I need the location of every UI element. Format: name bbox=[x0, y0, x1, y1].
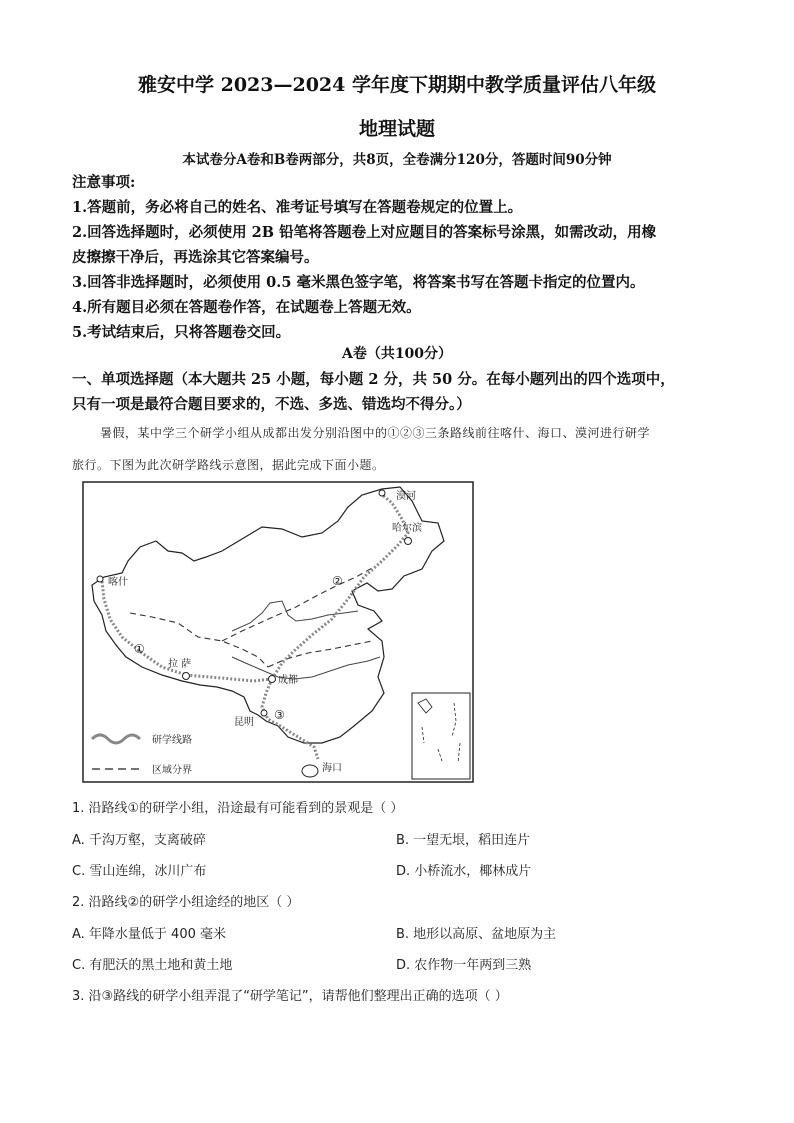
passage-line: 暑假，某中学三个研学小组从成都出发分别沿图中的①②③三条路线前往喀什、海口、漠河进行研学 bbox=[100, 426, 651, 440]
question-1-option-d[interactable]: D. 小桥流水，椰林成片 bbox=[396, 864, 532, 879]
label-chengdu: 成都 bbox=[278, 675, 298, 686]
label-harbin: 哈尔滨 bbox=[392, 523, 422, 534]
label-kunming: 昆明 bbox=[234, 717, 254, 728]
question-1-option-c[interactable]: C. 雪山连绵，冰川广布 bbox=[72, 864, 207, 879]
exam-info: 本试卷分A卷和B卷两部分，共8页，全卷满分120分，答题时间90分钟 bbox=[182, 152, 612, 168]
label-kashgar: 喀什 bbox=[108, 577, 128, 588]
label-lhasa: 拉 萨 bbox=[168, 659, 192, 670]
subject-title: 地理试题 bbox=[358, 118, 435, 140]
notice-item: 2.回答选择题时，必须使用 2B 铅笔将答题卷上对应题目的答案标号涂黑，如需改动，用橡 bbox=[72, 224, 657, 241]
exam-title: 雅安中学 2023—2024 学年度下期期中教学质量评估八年级 bbox=[138, 74, 656, 96]
question-1-stem: 1. 沿路线①的研学小组，沿途最有可能看到的景观是（ ） bbox=[72, 801, 404, 816]
label-route-2: ② bbox=[332, 574, 343, 588]
kashgar-marker bbox=[97, 576, 103, 582]
lhasa-marker bbox=[183, 673, 190, 680]
notice-item: 1.答题前，务必将自己的姓名、准考证号填写在答题卷规定的位置上。 bbox=[72, 199, 523, 216]
instruction-line: 只有一项是最符合题目要求的，不选、多选、错选均不得分。） bbox=[72, 396, 471, 413]
question-2-option-c[interactable]: C. 有肥沃的黑土地和黄土地 bbox=[72, 958, 233, 973]
route-map bbox=[82, 481, 474, 783]
notice-item: 皮擦擦干净后，再选涂其它答案编号。 bbox=[72, 249, 319, 266]
label-route-3: ③ bbox=[274, 708, 285, 722]
instruction-line: 一、单项选择题（本大题共 25 小题，每小题 2 分，共 50 分。在每小题列出的四个选项中， bbox=[72, 371, 675, 388]
kunming-marker bbox=[261, 710, 267, 716]
section-title: A卷（共100分） bbox=[341, 346, 453, 362]
mohe-marker bbox=[379, 490, 385, 496]
section-instruction bbox=[72, 367, 742, 417]
question-3-stem: 3. 沿③路线的研学小组弄混了“研学笔记”，请帮他们整理出正确的选项（ ） bbox=[72, 989, 508, 1004]
question-2-option-a[interactable]: A. 年降水量低于 400 毫米 bbox=[72, 927, 227, 942]
hainan-island bbox=[302, 765, 318, 777]
route-map-svg bbox=[82, 481, 474, 783]
notice-item: 4.所有题目必须在答题卷作答，在试题卷上答题无效。 bbox=[72, 299, 421, 316]
notices-heading: 注意事项: bbox=[72, 174, 136, 191]
question-2-stem: 2. 沿路线②的研学小组途经的地区（ ） bbox=[72, 895, 300, 910]
legend-boundary-label: 区域分界 bbox=[152, 765, 192, 776]
chengdu-marker bbox=[269, 676, 276, 683]
label-mohe: 漠河 bbox=[396, 491, 416, 502]
label-haikou: 海口 bbox=[322, 763, 342, 774]
label-route-1: ① bbox=[134, 642, 145, 656]
passage-line: 旅行。下图为此次研学路线示意图，据此完成下面小题。 bbox=[72, 458, 385, 472]
question-1-option-a[interactable]: A. 千沟万壑，支离破碎 bbox=[72, 833, 206, 848]
notice-item: 3.回答非选择题时，必须使用 0.5 毫米黑色签字笔，将答案书写在答题卡指定的位置内。 bbox=[72, 274, 645, 291]
notices bbox=[72, 170, 732, 345]
question-2-option-d[interactable]: D. 农作物一年两到三熟 bbox=[396, 958, 532, 973]
question-2-option-b[interactable]: B. 地形以高原、盆地原为主 bbox=[396, 927, 557, 942]
legend-route-label: 研学线路 bbox=[152, 735, 192, 746]
harbin-marker bbox=[405, 538, 412, 545]
question-1-option-b[interactable]: B. 一望无垠，稻田连片 bbox=[396, 833, 531, 848]
notice-item: 5.考试结束后，只将答题卷交回。 bbox=[72, 324, 291, 341]
